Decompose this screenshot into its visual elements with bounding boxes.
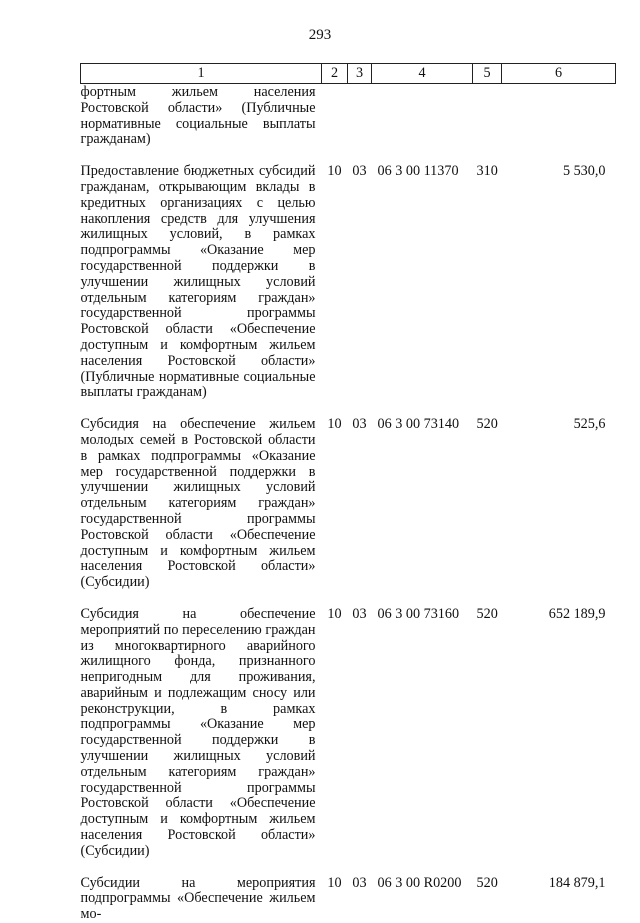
row-expense-type: 520 [473, 416, 502, 606]
table-row [81, 416, 616, 606]
row-razdel: 10 [322, 416, 348, 606]
row-description: Субсидия на обеспечение жильем молодых семей в Ростовской области в рамках подпрограммы «Оказание мер государственной поддержки в улучшении жилищных условий отдельным категориям граждан» государственной программы Ростовской области «Обеспечение доступным и комфортным жильем населения Ростовской области» (Субсидии) [81, 416, 322, 606]
row-target-article: 06 3 00 73160 [372, 606, 473, 875]
row-podrazdel [348, 84, 372, 164]
row-target-article: 06 3 00 73140 [372, 416, 473, 606]
row-amount: 5 530,0 [502, 163, 616, 416]
table-row [81, 84, 616, 164]
row-amount: 652 189,9 [502, 606, 616, 875]
row-podrazdel: 03 [348, 606, 372, 875]
table-row [81, 875, 616, 923]
row-description: Субсидии на мероприятия подпрограммы «Обеспечение жильем мо- [81, 875, 322, 923]
table-header [81, 64, 616, 84]
table-body [81, 84, 616, 923]
header-col-1: 1 [81, 64, 322, 84]
row-description: фортным жильем населения Ростовской области» (Публичные нормативные социальные выплаты гражданам) [81, 84, 322, 164]
row-podrazdel: 03 [348, 163, 372, 416]
header-row [81, 64, 616, 84]
page-number: 293 [0, 27, 640, 44]
row-amount: 184 879,1 [502, 875, 616, 923]
row-razdel: 10 [322, 163, 348, 416]
row-expense-type [473, 84, 502, 164]
row-expense-type: 310 [473, 163, 502, 416]
header-col-6: 6 [502, 64, 616, 84]
row-podrazdel: 03 [348, 416, 372, 606]
row-amount: 525,6 [502, 416, 616, 606]
table-row [81, 606, 616, 875]
header-col-2: 2 [322, 64, 348, 84]
row-razdel: 10 [322, 606, 348, 875]
row-target-article: 06 3 00 11370 [372, 163, 473, 416]
row-target-article [372, 84, 473, 164]
row-podrazdel: 03 [348, 875, 372, 923]
budget-table [80, 63, 616, 923]
row-amount [502, 84, 616, 164]
row-expense-type: 520 [473, 875, 502, 923]
row-razdel [322, 84, 348, 164]
header-col-5: 5 [473, 64, 502, 84]
header-col-3: 3 [348, 64, 372, 84]
row-description: Субсидия на обеспечение мероприятий по переселению граждан из многоквартирного аварийного жилищного фонда, признанного непригодным для проживания, аварийным и подлежащим сносу или реконструкции, в рамках подпрограммы «Оказание мер государственной поддержки в улучшении жилищных условий отдельным категориям граждан» государственной программы Ростовской области «Обеспечение доступным и комфортным жильем населения Ростовской области» (Субсидии) [81, 606, 322, 875]
row-razdel: 10 [322, 875, 348, 923]
row-target-article: 06 3 00 R0200 [372, 875, 473, 923]
header-col-4: 4 [372, 64, 473, 84]
row-description: Предоставление бюджетных субсидий гражданам, открывающим вклады в кредитных организациях с целью накопления средств для улучшения жилищных условий, в рамках подпрограммы «Оказание мер государственной поддержки в улучшении жилищных условий отдельным категориям граждан» государственной программы Ростовской области «Обеспечение доступным и комфортным жильем населения Ростовской области» (Публичные нормативные социальные выплаты гражданам) [81, 163, 322, 416]
row-expense-type: 520 [473, 606, 502, 875]
table-row [81, 163, 616, 416]
